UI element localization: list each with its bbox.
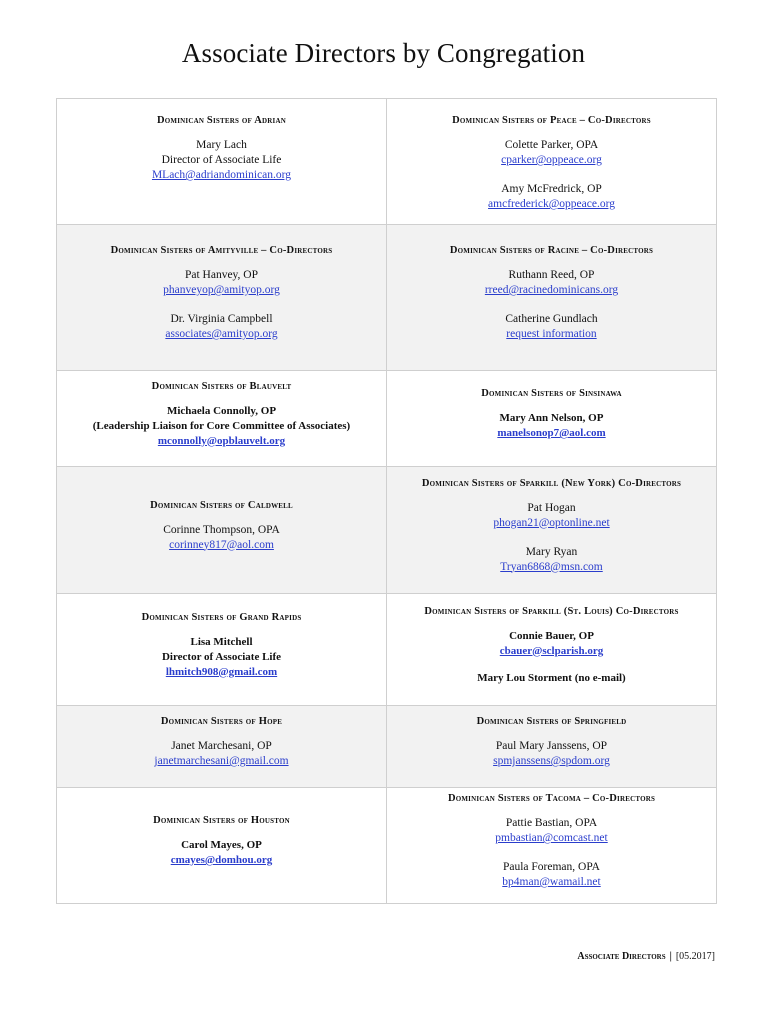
director-name: Janet Marchesani, OP [171, 740, 272, 752]
director-name: Pat Hogan [527, 501, 576, 514]
congregation-name: Dominican Sisters of Blauvelt [151, 380, 292, 392]
congregation-cell [387, 99, 717, 225]
director-email-link[interactable]: associates@amityop.org [165, 328, 278, 340]
congregation-name: Dominican Sisters of Tacoma – Co-Directors [447, 793, 656, 804]
director-name: Pattie Bastian, OPA [505, 817, 598, 829]
page-footer [577, 951, 715, 962]
director-name: Paul Mary Janssens, OP [495, 740, 608, 752]
director-email-link[interactable]: cparker@oppeace.org [501, 154, 602, 166]
congregation-cell [387, 371, 717, 467]
director-name: Lisa Mitchell [190, 635, 253, 648]
director-email-link[interactable]: cmayes@domhou.org [170, 854, 273, 866]
director-email-link[interactable]: corinney817@aol.com [169, 538, 274, 551]
director-name: Carol Mayes, OP [181, 839, 262, 851]
director-email-link[interactable]: spmjanssens@spdom.org [493, 755, 610, 767]
director-name: Catherine Gundlach [505, 313, 598, 325]
director-email-link[interactable]: phogan21@optonline.net [493, 516, 610, 529]
director-email-link[interactable]: janetmarchesani@gmail.com [154, 755, 289, 767]
director-name: Michaela Connolly, OP [166, 404, 277, 417]
page-title: Associate Directors by Congregation [181, 38, 586, 68]
director-entry [393, 629, 710, 659]
congregation-name: Dominican Sisters of Houston [153, 815, 290, 826]
congregation-cell [57, 99, 387, 225]
congregation-cell [57, 706, 387, 788]
director-entry [393, 268, 710, 298]
director-name: Connie Bauer, OP [509, 629, 594, 642]
congregation-cell [387, 225, 717, 371]
congregation-name: Dominican Sisters of Racine – Co-Directors [449, 245, 654, 256]
director-entry [63, 404, 380, 449]
table-row [57, 788, 717, 904]
director-email-link[interactable]: rreed@racinedominicans.org [484, 284, 619, 296]
directors-table [56, 98, 717, 904]
congregation-cell [387, 467, 717, 594]
director-entry [393, 411, 710, 441]
director-name: Dr. Virginia Campbell [170, 313, 273, 325]
congregation-cell [57, 467, 387, 594]
director-entry [63, 312, 380, 342]
director-email-link[interactable]: amcfrederick@oppeace.org [488, 198, 615, 210]
director-name: Paula Foreman, OPA [502, 861, 600, 873]
director-entry [393, 816, 710, 846]
director-name: Colette Parker, OPA [504, 139, 599, 151]
director-name: Corinne Thompson, OPA [163, 523, 280, 536]
director-entry [393, 312, 710, 342]
director-email-link[interactable]: MLach@adriandominican.org [151, 169, 292, 181]
congregation-name: Dominican Sisters of Springfield [476, 716, 627, 727]
table-row [57, 225, 717, 371]
congregation-name: Dominican Sisters of Peace – Co-Directors [452, 115, 651, 126]
director-email-link[interactable]: Tryan6868@msn.com [500, 560, 603, 573]
director-entry [393, 739, 710, 769]
congregation-name: Dominican Sisters of Grand Rapids [141, 611, 302, 623]
congregation-cell [387, 706, 717, 788]
director-name: Pat Hanvey, OP [184, 269, 259, 281]
footer-label: Associate Directors [577, 951, 666, 962]
congregation-cell [387, 594, 717, 706]
congregation-name: Dominican Sisters of Hope [160, 716, 283, 727]
director-entry [393, 501, 710, 531]
congregation-name: Dominican Sisters of Sinsinawa [481, 388, 622, 399]
congregation-cell [57, 594, 387, 706]
director-entry [63, 523, 380, 553]
congregation-cell [57, 371, 387, 467]
request-information-link[interactable]: request information [506, 328, 597, 340]
congregation-name: Dominican Sisters of Sparkill (New York) Co-Directors [421, 477, 682, 489]
director-email-link[interactable]: bp4man@wamail.net [502, 876, 601, 888]
director-email-link[interactable]: phanveyop@amityop.org [163, 284, 280, 296]
director-entry [393, 671, 710, 686]
footer-separator: | [669, 951, 672, 962]
footer-date: [05.2017] [675, 951, 715, 962]
director-name: Mary Lach [196, 139, 247, 151]
congregation-cell [57, 788, 387, 904]
director-email-link[interactable]: cbauer@sclparish.org [499, 644, 604, 657]
congregation-name: Dominican Sisters of Sparkill (St. Louis) Co-Directors [424, 605, 679, 617]
table-row [57, 99, 717, 225]
director-email-link[interactable]: manelsonop7@aol.com [497, 427, 606, 439]
director-entry [63, 635, 380, 680]
table-row [57, 706, 717, 788]
director-name: Ruthann Reed, OP [508, 269, 595, 281]
director-name: Mary Ryan [525, 545, 578, 558]
director-role: Director of Associate Life [161, 650, 282, 663]
director-name: Amy McFredrick, OP [501, 183, 602, 195]
table-row [57, 467, 717, 594]
table-row [57, 371, 717, 467]
congregation-cell [57, 225, 387, 371]
director-email-link[interactable]: mconnolly@opblauvelt.org [157, 434, 286, 447]
congregation-name: Dominican Sisters of Adrian [157, 115, 286, 126]
director-email-link[interactable]: lhmitch908@gmail.com [165, 665, 278, 678]
director-entry [63, 739, 380, 769]
congregation-name: Dominican Sisters of Caldwell [150, 499, 293, 511]
director-role: Director of Associate Life [161, 154, 282, 166]
director-entry [63, 138, 380, 183]
director-name: Mary Ann Nelson, OP [499, 412, 604, 424]
director-name: Mary Lou Storment (no e-mail) [477, 671, 626, 684]
director-email-link[interactable]: pmbastian@comcast.net [495, 832, 608, 844]
director-role: (Leadership Liaison for Core Committee of Associates) [92, 419, 351, 432]
table-row [57, 594, 717, 706]
congregation-name: Dominican Sisters of Amityville – Co-Directors [110, 245, 333, 256]
director-entry [393, 860, 710, 890]
director-entry [393, 182, 710, 212]
director-entry [393, 545, 710, 575]
director-entry [63, 838, 380, 868]
director-entry [63, 268, 380, 298]
congregation-cell [387, 788, 717, 904]
director-entry [393, 138, 710, 168]
